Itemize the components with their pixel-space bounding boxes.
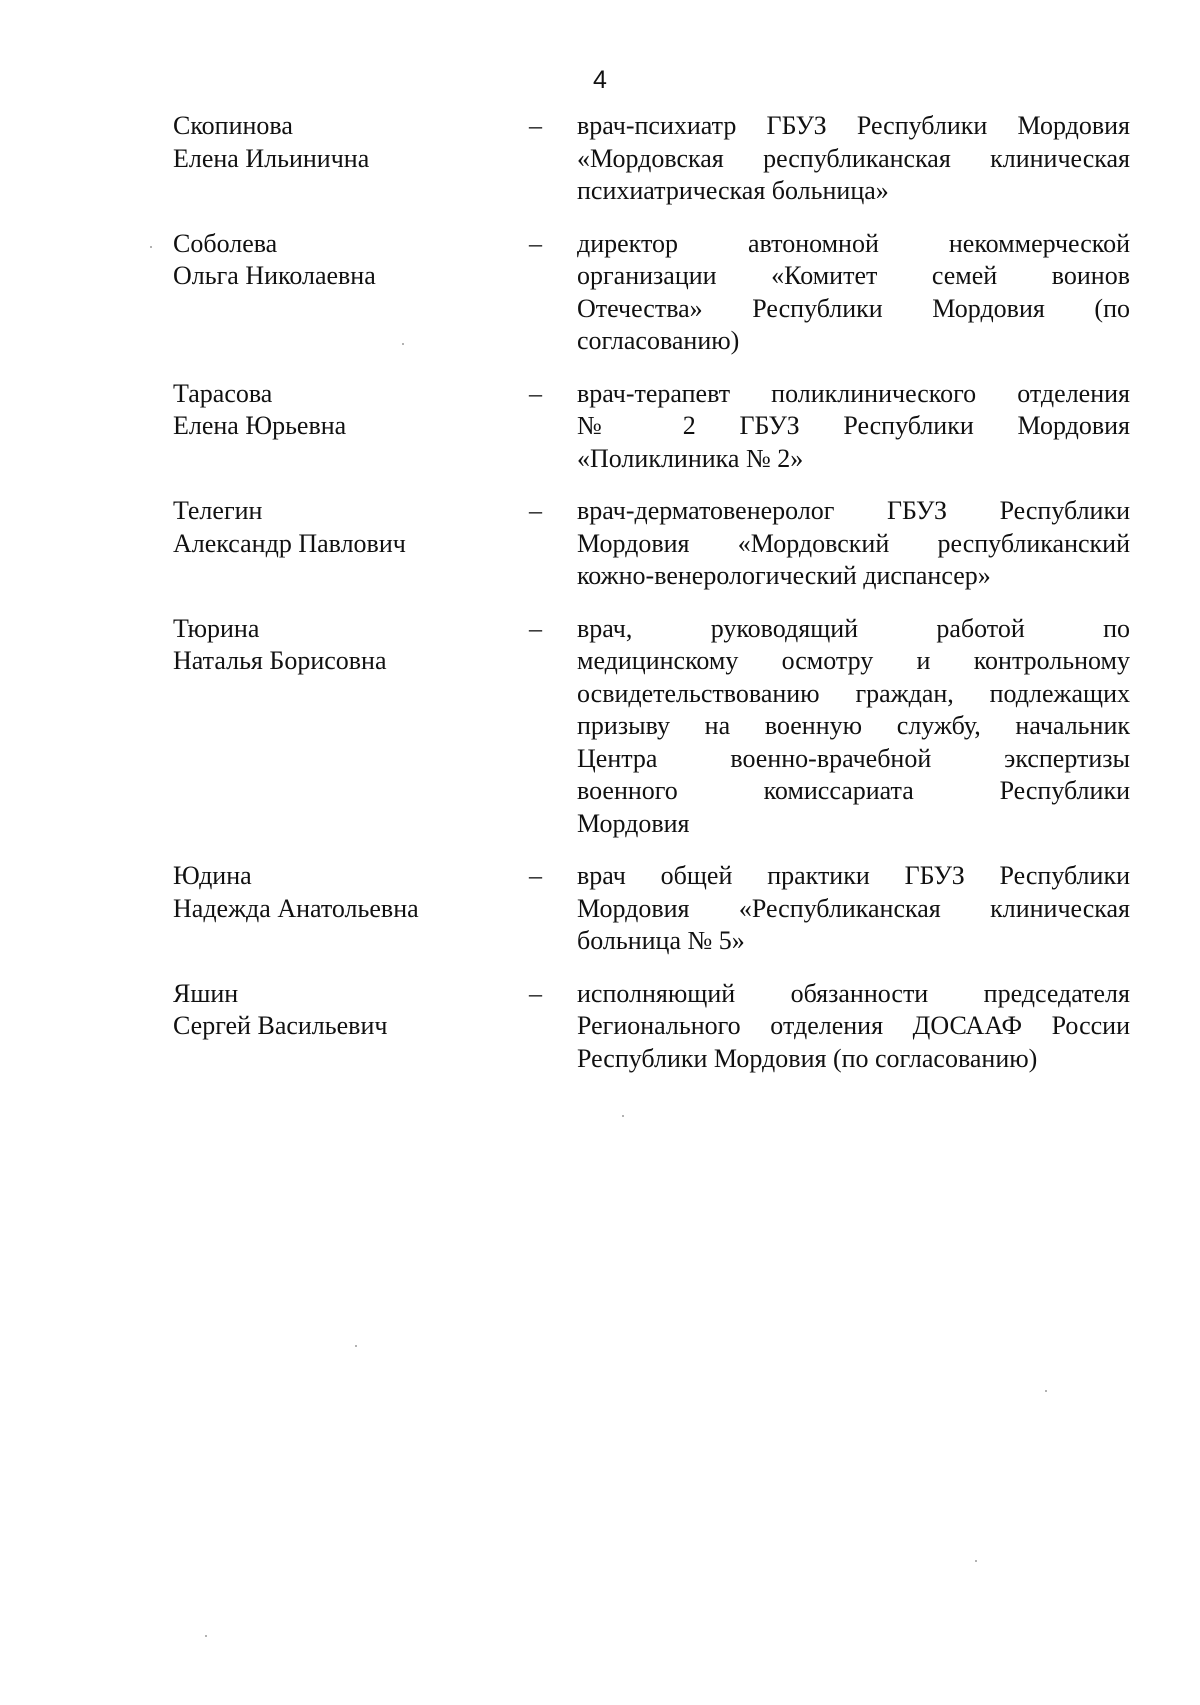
position-line: Регионального отделения ДОСААФ России bbox=[577, 1011, 1130, 1040]
scan-speck bbox=[622, 1115, 624, 1117]
position-line: врач-психиатр ГБУЗ Республики Мордовия bbox=[577, 111, 1130, 140]
separator-dash: – bbox=[529, 378, 542, 408]
list-item bbox=[173, 228, 1130, 358]
scan-speck bbox=[975, 1560, 977, 1562]
member-name bbox=[173, 978, 528, 1043]
position-line: № 2 ГБУЗ Республики Мордовия bbox=[577, 411, 1130, 440]
member-given-name: Елена Юрьевна bbox=[173, 411, 347, 440]
scan-speck bbox=[205, 1635, 207, 1637]
separator-dash: – bbox=[529, 496, 542, 525]
member-name bbox=[173, 860, 528, 925]
member-given-name: Сергей Васильевич bbox=[173, 1011, 388, 1040]
list-item bbox=[173, 860, 1130, 958]
member-name bbox=[173, 495, 528, 560]
member-given-name: Ольга Николаевна bbox=[173, 261, 376, 290]
scan-speck bbox=[1045, 1390, 1047, 1392]
position-line: больница № 5» bbox=[577, 926, 745, 955]
member-name bbox=[173, 110, 528, 175]
position-line: исполняющий обязанности председателя bbox=[577, 978, 1130, 1008]
member-position bbox=[577, 978, 1130, 1076]
position-line: директор автономной некоммерческой bbox=[577, 228, 1130, 258]
position-line: освидетельствованию граждан, подлежащих bbox=[577, 678, 1130, 708]
member-name bbox=[173, 228, 528, 293]
position-line: врач, руководящий работой по bbox=[577, 613, 1130, 643]
scan-speck bbox=[402, 343, 404, 345]
member-surname: Юдина bbox=[173, 861, 252, 890]
position-line: врач общей практики ГБУЗ Республики bbox=[577, 861, 1130, 890]
member-list bbox=[173, 110, 1130, 1075]
position-line: Мордовия bbox=[577, 808, 690, 838]
list-item bbox=[173, 613, 1130, 841]
separator-dash: – bbox=[529, 613, 542, 643]
member-given-name: Елена Ильинична bbox=[173, 143, 370, 173]
position-line: «Мордовская республиканская клиническая bbox=[577, 143, 1130, 173]
position-line: врач-терапевт поликлинического отделения bbox=[577, 378, 1130, 408]
member-position bbox=[577, 495, 1130, 593]
separator-dash: – bbox=[529, 978, 542, 1008]
position-line: военного комиссариата Республики bbox=[577, 776, 1130, 805]
member-name bbox=[173, 613, 528, 678]
list-item bbox=[173, 110, 1130, 208]
member-given-name: Надежда Анатольевна bbox=[173, 893, 419, 923]
member-given-name: Наталья Борисовна bbox=[173, 646, 387, 675]
member-surname: Яшин bbox=[173, 978, 239, 1008]
member-surname: Телегин bbox=[173, 496, 263, 525]
position-line: организации «Комитет семей воинов bbox=[577, 261, 1130, 290]
member-given-name: Александр Павлович bbox=[173, 528, 406, 558]
position-line: Республики Мордовия (по согласованию) bbox=[577, 1043, 1038, 1073]
position-line: призыву на военную службу, начальник bbox=[577, 711, 1130, 740]
list-item bbox=[173, 495, 1130, 593]
scan-speck bbox=[150, 246, 152, 248]
member-position bbox=[577, 613, 1130, 841]
page-number: 4 bbox=[593, 66, 607, 94]
list-item bbox=[173, 978, 1130, 1076]
position-line: Центра военно-врачебной экспертизы bbox=[577, 743, 1130, 773]
member-surname: Скопинова bbox=[173, 111, 293, 140]
separator-dash: – bbox=[529, 228, 542, 258]
member-surname: Тарасова bbox=[173, 378, 273, 408]
member-surname: Тюрина bbox=[173, 613, 260, 643]
position-line: согласованию) bbox=[577, 326, 740, 355]
separator-dash: – bbox=[529, 861, 542, 890]
member-name bbox=[173, 378, 528, 443]
separator-dash: – bbox=[529, 111, 542, 140]
member-position bbox=[577, 860, 1130, 958]
position-line: врач-дерматовенеролог ГБУЗ Республики bbox=[577, 496, 1130, 525]
position-line: медицинскому осмотру и контрольному bbox=[577, 646, 1130, 675]
list-item bbox=[173, 378, 1130, 476]
member-position bbox=[577, 110, 1130, 208]
position-line: «Поликлиника № 2» bbox=[577, 443, 804, 473]
member-position bbox=[577, 228, 1130, 358]
scan-speck bbox=[355, 1345, 357, 1347]
position-line: Мордовия «Мордовский республиканский bbox=[577, 528, 1130, 558]
member-position bbox=[577, 378, 1130, 476]
position-line: психиатрическая больница» bbox=[577, 176, 889, 205]
member-surname: Соболева bbox=[173, 228, 278, 258]
position-line: Отечества» Республики Мордовия (по bbox=[577, 293, 1130, 323]
position-line: кожно-венерологический диспансер» bbox=[577, 561, 991, 590]
position-line: Мордовия «Республиканская клиническая bbox=[577, 893, 1130, 923]
